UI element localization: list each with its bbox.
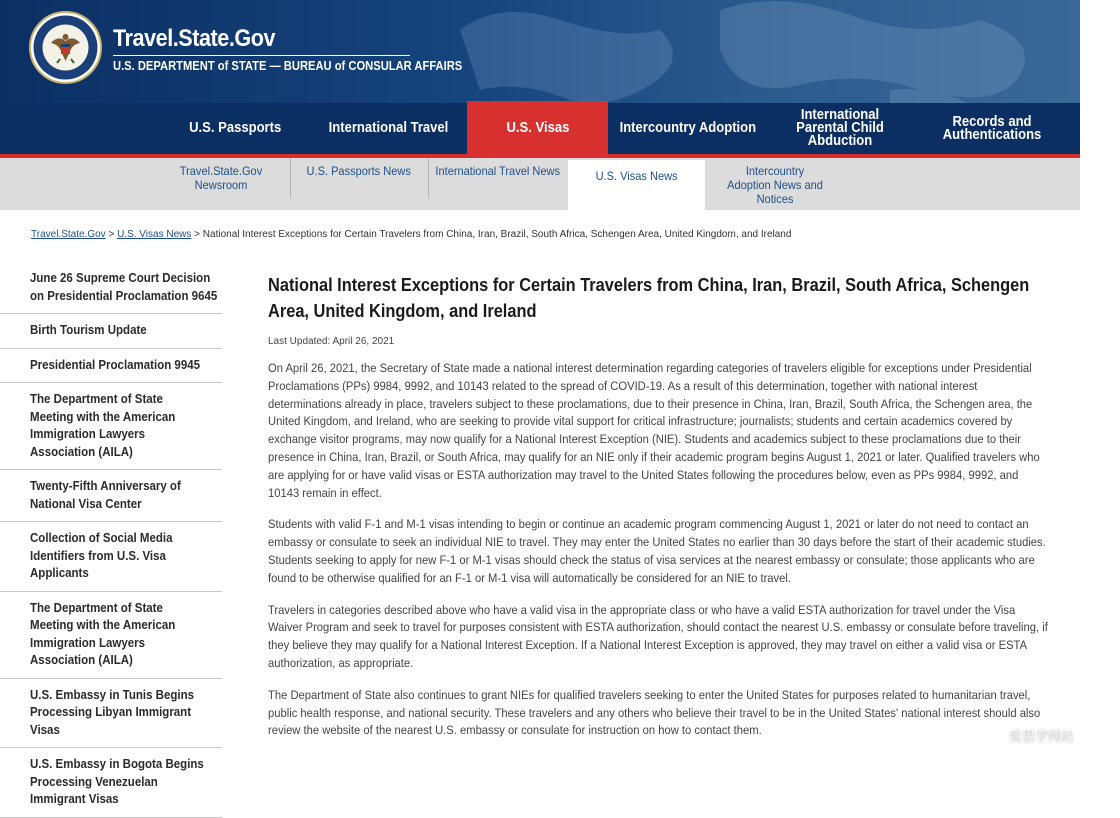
breadcrumb-visas-news-link[interactable]: U.S. Visas News: [117, 229, 192, 240]
site-subtitle[interactable]: U.S. DEPARTMENT of STATE — BUREAU of CONSULAR AFFAIRS: [113, 58, 463, 73]
sidebar-item[interactable]: June 26 Supreme Court Decision on Presidential Proclamation 9645: [0, 262, 222, 314]
sidebar-item[interactable]: Collection of Social Media Identifiers from U.S. Visa Applicants: [0, 522, 222, 592]
news-sidebar: [0, 262, 222, 818]
article-paragraph: The Department of State also continues to grant NIEs for qualified travelers seeking to enter the United States for purposes related to humanitarian travel, public health response, and national security. These travelers and any others who believe their travel to be in the United States' national interest should also review the website of the nearest U.S. embassy or consulate for instruction on how to contact them.: [268, 687, 1041, 738]
subnav-newsroom[interactable]: Travel.State.Gov Newsroom: [179, 164, 263, 192]
sidebar-item[interactable]: Presidential Proclamation 9945: [0, 349, 222, 384]
breadcrumb-current: National Interest Exceptions for Certain Travelers from China, Iran, Brazil, South Africa, Schengen Area, United Kingdom, and Ireland: [202, 229, 792, 240]
eagle-seal-icon: [31, 13, 100, 82]
nav-us-visas[interactable]: U.S. Visas: [467, 101, 608, 156]
nav-parental-child-abduction[interactable]: International Parental Child Abduction: [796, 107, 884, 149]
article: [268, 272, 1050, 740]
nav-intercountry-adoption[interactable]: Intercountry Adoption: [619, 120, 757, 136]
main-navigation: [0, 103, 1080, 154]
watermark: 爱思学网站: [1008, 729, 1074, 744]
page-title: National Interest Exceptions for Certain Travelers from China, Iran, Brazil, South Africa, Schengen Area, United Kingdom, and Ireland: [268, 275, 1030, 321]
department-seal[interactable]: [29, 11, 102, 84]
sub-navigation: [0, 158, 1080, 210]
subnav-international-travel-news[interactable]: International Travel News: [435, 164, 561, 178]
subnav-adoption-news[interactable]: Intercountry Adoption News and Notices: [727, 164, 823, 206]
article-paragraph: On April 26, 2021, the Secretary of State made a national interest determination regarding categories of travelers eligible for exceptions under Presidential Proclamations (PPs) 9984, 9992, and 10143 related to the spread of COVID-19. As a result of this determination, together with national interest determinations already in place, travelers subject to these proclamations, due to their presence in China, Iran, Brazil, South Africa, the Schengen area, the United Kingdom, and Ireland, who are seeking to provide vital support for critical infrastructure; journalists; students and certain academics covered by exchange visitor programs, may now qualify for a National Interest Exception (NIE). Students and academics subject to these proclamations due to their presence in China, Iran, Brazil, or South Africa, may qualify for an NIE only if their academic program begins August 1, 2021 or later. Qualified travelers who are applying for or have valid visas or ESTA authorization may travel to the United States following the procedures below, even as PPs 9984, 9992, and 10143 remain in effect.: [268, 361, 1040, 500]
last-updated: Last Updated: April 26, 2021: [268, 336, 395, 347]
breadcrumb-home-link[interactable]: Travel.State.Gov: [31, 229, 106, 240]
subnav-visas-news[interactable]: U.S. Visas News: [568, 160, 705, 210]
title-divider: [113, 55, 410, 56]
breadcrumb: Travel.State.Gov > U.S. Visas News > National Interest Exceptions for Certain Travelers from China, Iran, Brazil, South Africa, Schengen Area, United Kingdom, and Ireland: [31, 229, 792, 240]
site-header: [0, 0, 1080, 103]
sidebar-item[interactable]: Twenty-Fifth Anniversary of National Visa Center: [0, 470, 222, 522]
sidebar-item[interactable]: U.S. Embassy in Tunis Begins Processing Libyan Immigrant Visas: [0, 679, 222, 749]
site-title[interactable]: Travel.State.Gov: [113, 25, 276, 52]
nav-records-authentications[interactable]: Records and Authentications: [942, 113, 1042, 143]
sidebar-item[interactable]: Birth Tourism Update: [0, 314, 222, 349]
article-paragraph: Students with valid F-1 and M-1 visas intending to begin or continue an academic program commencing August 1, 2021 or later do not need to contact an embassy or consulate to seek an individual NIE to travel. They may enter the United States no earlier than 30 days before the start of their academic studies. Students seeking to apply for new F-1 or M-1 visas should check the status of visa services at the nearest embassy or consulate; those applicants who are found to be otherwise qualified for an F-1 or M-1 visa will automatically be considered for an NIE to travel.: [268, 517, 1046, 585]
sidebar-item[interactable]: U.S. Embassy in Bogota Begins Processing Venezuelan Immigrant Visas: [0, 748, 222, 818]
nav-international-travel[interactable]: International Travel: [328, 120, 449, 136]
subnav-passports-news[interactable]: U.S. Passports News: [306, 164, 412, 178]
article-paragraph: Travelers in categories described above who have a valid visa in the appropriate class or who have a valid ESTA authorization for travel under the Visa Waiver Program and seek to travel for purposes consistent with ESTA authorization, should contact the nearest U.S. embassy or consulate before traveling, if they believe they may qualify for a National Interest Exception. If a National Interest Exception is approved, they may travel on either a valid visa or ESTA authorization, as appropriate.: [268, 602, 1048, 670]
nav-us-passports[interactable]: U.S. Passports: [188, 120, 282, 136]
sidebar-item[interactable]: The Department of State Meeting with the American Immigration Lawyers Association (AILA): [0, 383, 222, 470]
sidebar-item[interactable]: The Department of State Meeting with the American Immigration Lawyers Association (AILA): [0, 592, 222, 679]
